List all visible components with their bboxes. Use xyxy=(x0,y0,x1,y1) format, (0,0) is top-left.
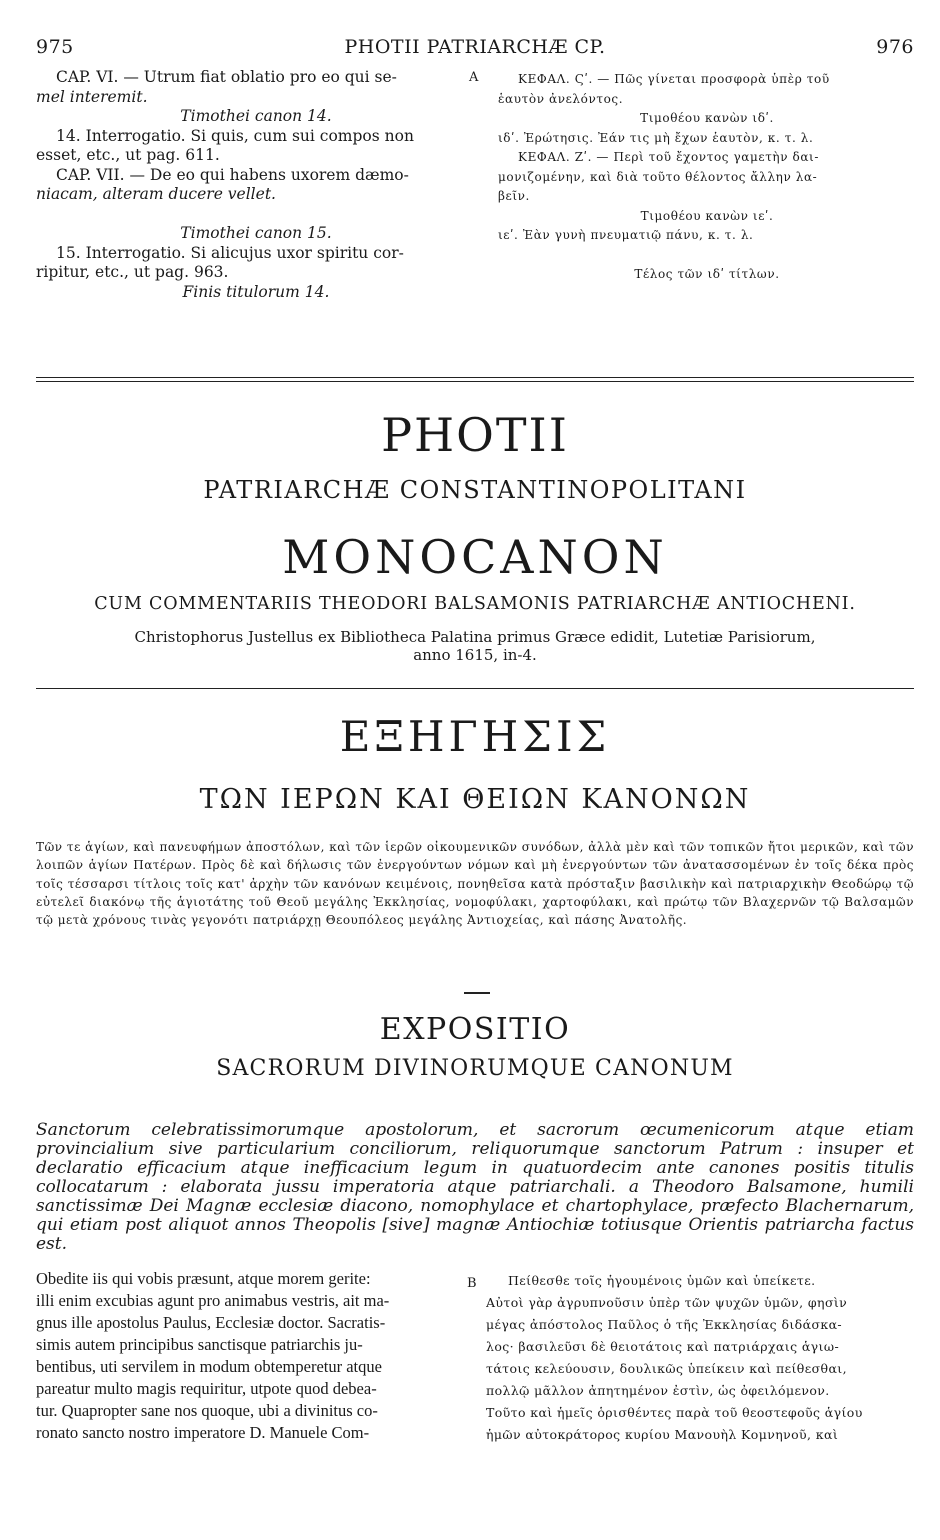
kephal-6-heading: ΚΕΦΑΛ. Ϛʹ. — Πῶς γίνεται προσφορὰ ὑπὲρ τοῦ xyxy=(518,72,830,86)
erotesis-15: ιεʹ. Ἐὰν γυνὴ πνευματιῷ πάνυ, κ. τ. λ. xyxy=(498,228,754,242)
running-header xyxy=(36,36,914,66)
running-title: PHOTII PATRIARCHÆ CP. xyxy=(344,36,606,58)
text-line: τάτοις κελεύουσιν, δουλικῶς ὑπείκειν καὶ πείθεσθαι, xyxy=(486,1361,847,1376)
cap-vi-heading xyxy=(36,68,479,88)
telos-titlon: Τέλος τῶν ιδʹ τίτλων. xyxy=(634,267,780,281)
kephal-7-heading: ΚΕΦΑΛ. Ζʹ. — Περὶ τοῦ ἔχοντος γαμετὴν δαι- xyxy=(518,150,820,164)
text-line: Obedite iis qui vobis præsunt, atque morem gerite: xyxy=(36,1269,371,1288)
timotheou-kanon-14: Τιμοθέου κανὼν ιδʹ. xyxy=(640,111,774,125)
text-line: Αὐτοὶ γὰρ ἀγρυπνοῦσιν ὑπὲρ τῶν ψυχῶν ὑμῶν, φησὶν xyxy=(486,1295,848,1310)
subtitle-greek-canons: ΤΩΝ ΙΕΡΩΝ ΚΑΙ ΘΕΙΩΝ ΚΑΝΟΝΩΝ xyxy=(199,784,751,815)
text-line: Τοῦτο καὶ ἡμεῖς ὁρισθέντες παρὰ τοῦ θεοστεφοῦς ἁγίου xyxy=(486,1405,863,1420)
publication-line-2: anno 1615, in-4. xyxy=(413,646,537,664)
interrogatio-14: 14. Interrogatio. Si quis, cum sui compos non xyxy=(56,126,414,145)
kephal-7-heading-end: βεῖν. xyxy=(498,189,530,203)
cap-vii-heading: CAP. VII. — De eo qui habens uxorem dæmo- xyxy=(56,165,409,184)
subtitle-commentaries: CUM COMMENTARIIS THEODORI BALSAMONIS PATRIARCHÆ ANTIOCHENI. xyxy=(94,594,856,614)
publication-line-1: Christophorus Justellus ex Bibliotheca Palatina primus Græce edidit, Lutetiæ Parisiorum, xyxy=(134,628,816,646)
title-expositio: EXPOSITIO xyxy=(379,1012,571,1047)
text-line: Πείθεσθε τοῖς ἡγουμένοις ὑμῶν καὶ ὑπείκετε. xyxy=(508,1273,816,1288)
kephal-7-heading-cont: μονιζομένην, καὶ διὰ τοῦτο θέλοντος ἄλλην λα- xyxy=(498,169,818,184)
short-rule xyxy=(464,992,490,994)
finis-titulorum: Finis titulorum 14. xyxy=(182,282,330,301)
timothei-canon-15: Timothei canon 15. xyxy=(180,224,332,242)
interrogatio-14-cont: esset, etc., ut pag. 611. xyxy=(36,146,220,164)
left-page-number: 975 xyxy=(36,36,74,58)
latin-intro-paragraph: Sanctorum celebratissimorumque apostolorum, et sacrorum œcumenicorum atque etiam provincialium sive particularium conciliorum, reliquorumque sanctorum Patrum : insuper et declaratio efficacium atque inefficacium legum in quatuordecim ante canones positis titulis collocatarum : elaborata jussu imperatoria atque patriarchali. a Theodoro Balsamone, humili sanctissimæ Dei Magnæ ecclesiæ diacono, nomophylace et chartophylace, præfecto Blachernarum, qui etiam post aliquot annos Theopolis [sive] magnæ Antiochiæ totiusque Orientis patriarcha factus est. xyxy=(36,1120,914,1254)
interrogatio-15: 15. Interrogatio. Si alicujus uxor spiritu cor- xyxy=(56,243,404,262)
text-line: ἡμῶν αὐτοκράτορος κυρίου Μανουὴλ Κομνηνοῦ, καὶ xyxy=(486,1427,839,1442)
title-monocanon: MONOCANON xyxy=(282,530,668,584)
timothei-canon-14: Timothei canon 14. xyxy=(180,107,332,125)
single-rule xyxy=(36,688,914,689)
text-line: illi enim excubias agunt pro animabus vestris, ait ma- xyxy=(36,1291,390,1310)
cap-vii-heading-cont: niacam, alteram ducere vellet. xyxy=(36,185,276,203)
cap-vi-heading-cont: mel interemit. xyxy=(36,87,148,106)
bottom-greek-column xyxy=(486,1270,916,1446)
title-exegesis: ΕΞΗΓΗΣΙΣ xyxy=(339,712,611,761)
text-line: CAP. VI. — Utrum fiat oblatio pro eo qui se- xyxy=(56,68,397,86)
text-line: pareatur multo magis requiritur, utpote quod debea- xyxy=(36,1379,377,1398)
double-rule xyxy=(36,377,914,382)
text-line: μέγας ἀπόστολος Παῦλος ὁ τῆς Ἐκκλησίας διδάσκα- xyxy=(486,1317,843,1332)
top-greek-column xyxy=(498,70,916,285)
greek-intro-paragraph: Τῶν τε ἁγίων, καὶ πανευφήμων ἀποστόλων, καὶ τῶν ἱερῶν οἰκουμενικῶν συνόδων, ἀλλὰ μὲν καὶ τῶν τοπικῶν ἤτοι μερικῶν, καὶ τῶν λοιπῶν ἁγίων Πατέρων. Πρὸς δὲ καὶ δήλωσις τῶν ἐνεργούντων νόμων καὶ μὴ ἐνεργούντων τῶν ἀνατασσομένων ἐν τοῖς δέκα πρὸς τοῖς τέσσαρσι τίτλοις τοῖς κατ' ἀρχὴν τῶν κανόνων κειμένοις, πονηθεῖσα κατὰ πρόσταξιν βασιλικὴν καὶ πατριαρχικὴν Θεοδώρῳ τῷ εὐτελεῖ διακόνῳ τῆς ἁγιοτάτης τοῦ Θεοῦ μεγάλης Ἐκκλησίας, νομοφύλακι, χαρτοφύλακι, καὶ πρώτῳ τῶν Βλαχερνῶν τῷ Βαλσαμῶν τῷ μετὰ χρόνους τινὰς γεγονότι πατριάρχῃ Θεουπόλεος μεγάλης Ἀντιοχείας, καὶ πάσης Ἀνατολῆς. xyxy=(36,840,914,928)
title-photii: PHOTII xyxy=(381,408,569,462)
kephal-6-heading-cont: ἑαυτὸν ἀνελόντος. xyxy=(498,91,624,106)
timotheou-kanon-15: Τιμοθέου κανὼν ιεʹ. xyxy=(640,208,774,223)
text-line: bentibus, uti servilem in modum obtemperetur atque xyxy=(36,1357,382,1376)
text-line: simis autem principibus sanctisque patriarchis ju- xyxy=(36,1335,363,1354)
text-line: πολλῷ μᾶλλον ἀπητημένον ἐστὶν, ὡς ὀφειλόμενον. xyxy=(486,1383,830,1398)
subtitle-latin-canons: SACRORUM DIVINORUMQUE CANONUM xyxy=(216,1056,734,1081)
margin-letter-a: A xyxy=(469,70,479,85)
text-line: tur. Quapropter sane nos quoque, ubi a divinitus co- xyxy=(36,1401,378,1420)
publication-note xyxy=(60,628,890,664)
text-line: gnus ille apostolus Paulus, Ecclesiæ doctor. Sacratis- xyxy=(36,1313,386,1332)
right-page-number: 976 xyxy=(876,36,914,58)
top-latin-column xyxy=(36,68,479,302)
margin-letter-b: B xyxy=(467,1276,477,1291)
text-line: λος· βασιλεῦσι δὲ θειοτάτοις καὶ πατριάρχαις ἁγιω- xyxy=(486,1339,840,1354)
interrogatio-15-cont: ripitur, etc., ut pag. 963. xyxy=(36,263,229,281)
title-patriarchae: PATRIARCHÆ CONSTANTINOPOLITANI xyxy=(203,476,747,504)
bottom-latin-column xyxy=(36,1268,461,1444)
erotesis-14: ιδʹ. Ἐρώτησις. Ἐάν τις μὴ ἔχων ἑαυτὸν, κ. τ. λ. xyxy=(498,130,814,145)
text-line: ronato sancto nostro imperatore D. Manuele Com- xyxy=(36,1423,370,1442)
